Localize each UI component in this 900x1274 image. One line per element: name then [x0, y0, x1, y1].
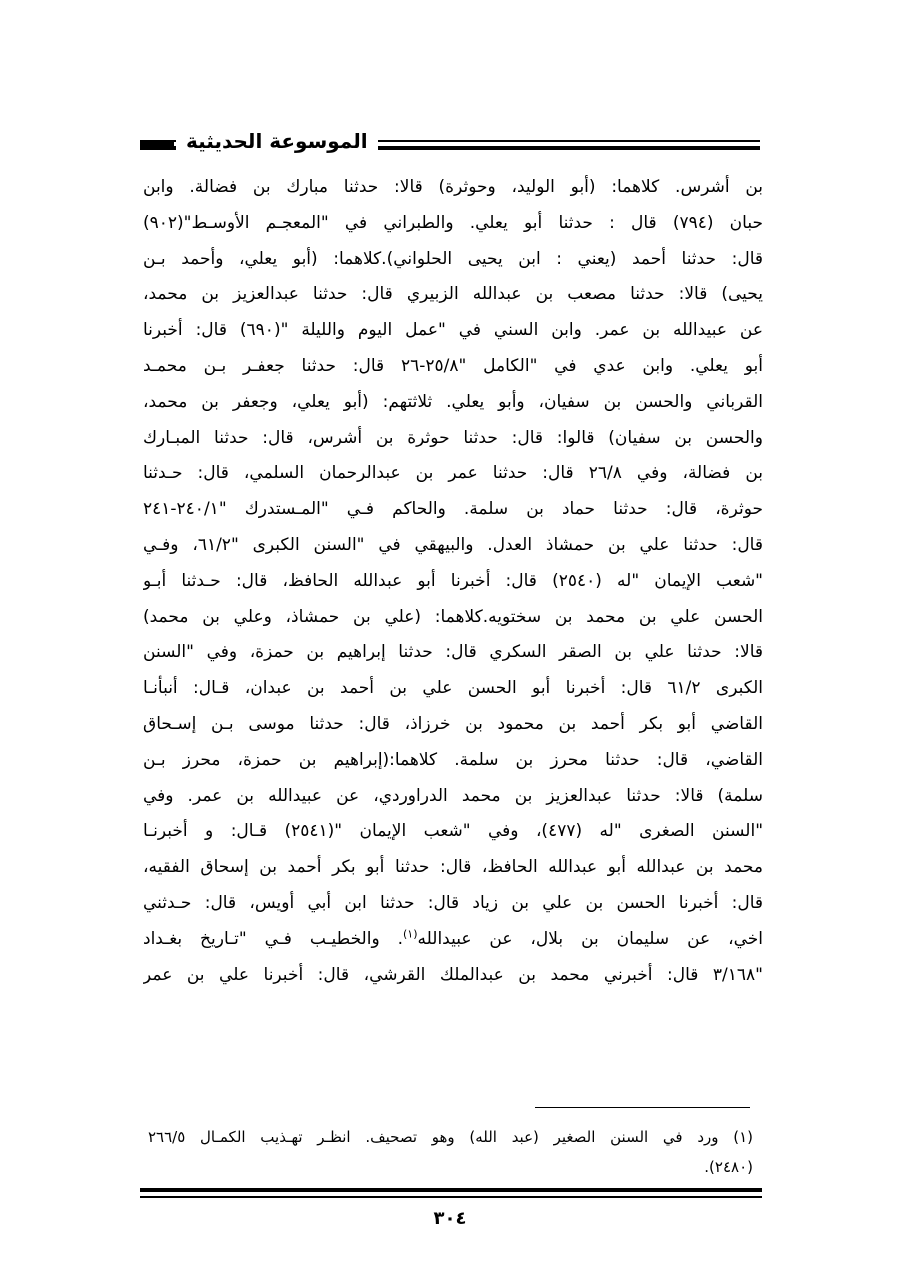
footer-rule-thin: [140, 1196, 762, 1198]
text-line: يحيى) قالا: حدثنا مصعب بن عبدالله الزبيري قال: حدثنا عبدالعزيز بن محمد،: [143, 284, 763, 305]
text-line: حبان (٧٩٤) قال : حدثنا أبو يعلي. والطبراني في "المعجـم الأوسـط"(٩٠٢): [143, 212, 763, 233]
text-line: الكبرى ٦١/٢ قال: أخبرنا أبو الحسن علي بن أحمد بن عبدان، قـال: أنبأنـا: [143, 678, 763, 699]
text-line: عن عبيدالله بن عمر. وابن السني في "عمل اليوم والليلة "(٦٩٠) قال: أخبرنا: [143, 320, 763, 341]
text-line-with-footnote-ref: [143, 922, 763, 958]
footnote-separator: [535, 1107, 750, 1108]
footer-rule-thick: [140, 1188, 762, 1192]
body-text: [143, 170, 763, 993]
footnote-line: (١) ورد في السنن الصغير (عبد الله) وهو تصحيف. انظـر تهـذيب الكمـال ٢٦٦/٥: [148, 1128, 753, 1146]
text-line: القاضي أبو بكر أحمد بن محمود بن خرزاذ، قال: حدثنا موسى بـن إسـحاق: [143, 713, 763, 734]
text-line: "شعب الإيمان "له (٢٥٤٠) قال: أخبرنا أبو عبدالله الحافظ، قال: حـدثنا أبـو: [143, 570, 763, 591]
text-line: قال: أخبرنا الحسن بن علي بن زياد قال: حدثنا ابن أبي أويس، قال: حـدثني: [143, 892, 763, 913]
text-line: حوثرة، قال: حدثنا حماد بن سلمة. والحاكم فـي "المـستدرك "٢٤٠/١-٢٤١: [143, 499, 763, 520]
text-line: القاضي، قال: حدثنا محرز بن سلمة. كلاهما:(إبراهيم بن حمزة، محرز بـن: [143, 749, 763, 770]
text-line-part: اخي، عن سليمان بن بلال، عن عبيدالله: [417, 928, 763, 949]
text-line: الحسن علي بن محمد بن سختويه.كلاهما: (علي بن حمشاذ، وعلي بن محمد): [143, 606, 763, 627]
text-line: سلمة) قالا: حدثنا عبدالعزيز بن محمد الدراوردي، عن عبيدالله بن عمر. وفي: [143, 785, 763, 806]
text-line: القرباني والحسن بن سفيان، وأبو يعلي. ثلاثتهم: (أبو يعلي، وجعفر بن محمد،: [143, 391, 763, 412]
text-line: "٣/١٦٨ قال: أخبرني محمد بن عبدالملك القرشي، قال: أخبرنا علي بن عمر: [143, 964, 763, 985]
text-line: "السنن الصغرى "له (٤٧٧)، وفي "شعب الإيمان "(٢٥٤١) قـال: و أخبرنـا: [143, 821, 763, 842]
text-line-part: . والخطيـب فـي "تـاريخ بغـداد: [143, 928, 403, 949]
footnote: [148, 1122, 753, 1182]
text-line: والحسن بن سفيان) قالوا: قال: حدثنا حوثرة بن أشرس، قال: حدثنا المبـارك: [143, 427, 763, 448]
text-line: أبو يعلي. وابن عدي في "الكامل "٢٥/٨-٢٦ قال: حدثنا جعفـر بـن محمـد: [143, 355, 763, 376]
text-line: بن أشرس. كلاهما: (أبو الوليد، وحوثرة) قالا: حدثنا مبارك بن فضالة. وابن: [143, 177, 763, 197]
header-rule-cap: [140, 142, 174, 148]
text-line: قال: حدثنا أحمد (يعني : ابن يحيى الحلواني).كلاهما: (أبو يعلي، وأحمد بـن: [143, 248, 763, 269]
header-title: الموسوعة الحديثية: [176, 124, 378, 158]
footnote-line: (٢٤٨٠).: [704, 1158, 753, 1176]
page-number: ٣٠٤: [433, 1208, 467, 1229]
running-header: [140, 118, 760, 158]
text-line: محمد بن عبدالله أبو عبدالله الحافظ، قال: حدثنا أبو بكر أحمد بن إسحاق الفقيه،: [143, 857, 763, 878]
text-line: قال: حدثنا علي بن حمشاذ العدل. والبيهقي في "السنن الكبرى "٦١/٢، وفـي: [143, 534, 763, 555]
text-line: بن فضالة، وفي ٢٦/٨ قال: حدثنا عمر بن عبدالرحمان السلمي، قال: حـدثنا: [143, 463, 763, 484]
footnote-ref: (١): [403, 927, 418, 941]
text-line: قالا: حدثنا علي بن الصقر السكري قال: حدثنا إبراهيم بن حمزة، وفي "السنن: [143, 642, 763, 663]
